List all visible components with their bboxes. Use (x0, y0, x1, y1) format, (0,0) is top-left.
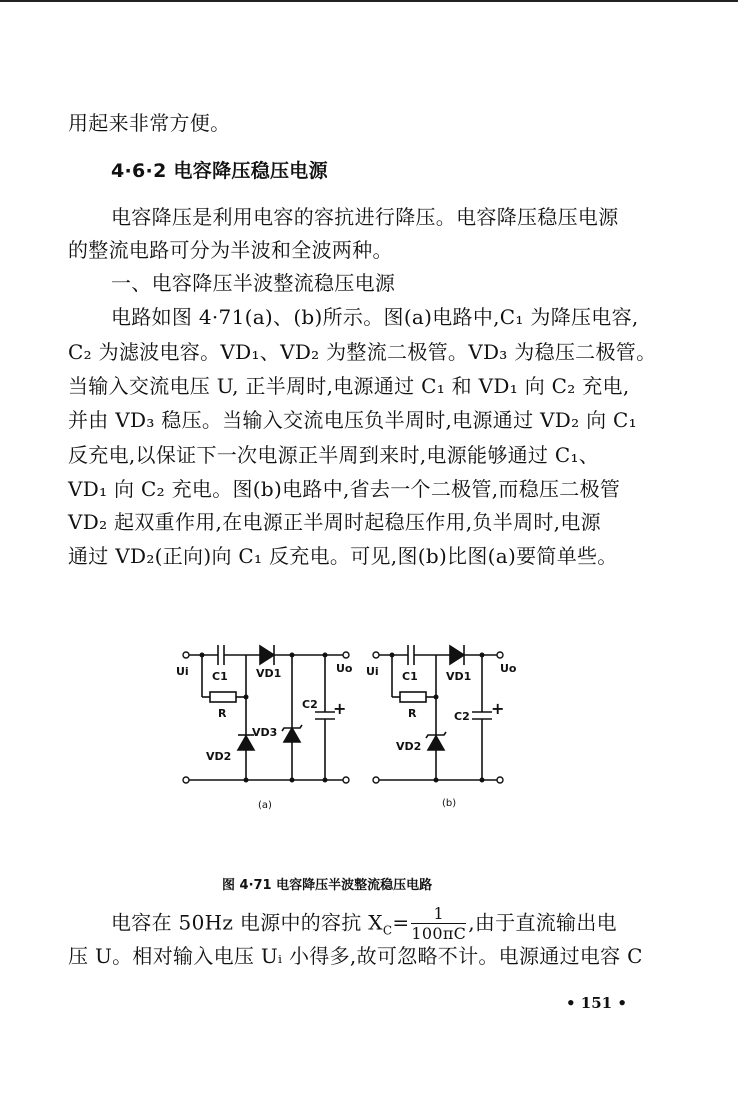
label-c2-a: C2 (302, 698, 318, 711)
text-line: 压 U。相对输入电压 Uᵢ 小得多,故可忽略不计。电源通过电容 C (68, 944, 643, 968)
figure-caption: 图 4·71 电容降压半波整流稳压电路 (222, 878, 433, 893)
page-number: • 151 • (566, 994, 627, 1012)
text-line: 电容降压是利用电容的容抗进行降压。电容降压稳压电源 (111, 205, 619, 229)
label-vd1-a: VD1 (256, 667, 282, 680)
formula-eq: = (392, 910, 410, 935)
label-plus-a: + (333, 699, 347, 718)
text-line: 用起来非常方便。 (68, 111, 231, 135)
text-line: VD₂ 起双重作用,在电源正半周时起稳压作用,负半周时,电源 (68, 510, 601, 534)
label-vd2-a: VD2 (206, 750, 232, 763)
label-c2-b: C2 (454, 710, 470, 723)
label-vd3-a: VD3 (252, 726, 278, 739)
text-line: 的整流电路可分为半波和全波两种。 (68, 238, 393, 262)
text-line: 当输入交流电压 U, 正半周时,电源通过 C₁ 和 VD₁ 向 C₂ 充电, (68, 374, 630, 398)
sublabel-b: (b) (442, 798, 457, 809)
text-line: 通过 VD₂(正向)向 C₁ 反充电。可见,图(b)比图(a)要简单些。 (68, 544, 618, 568)
label-vd1-b: VD1 (446, 670, 472, 683)
formula-denominator: 100πC (411, 924, 467, 943)
label-ui-b: Ui (366, 665, 379, 678)
subsection-heading: 一、电容降压半波整流稳压电源 (111, 271, 396, 295)
formula-suffix: ,由于直流输出电 (468, 910, 617, 935)
label-c1-a: C1 (212, 670, 228, 683)
label-r-a: R (218, 707, 227, 720)
label-r-b: R (408, 707, 417, 720)
formula-fraction (411, 905, 466, 943)
section-heading: 4·6·2 电容降压稳压电源 (111, 160, 328, 182)
text-line: 并由 VD₃ 稳压。当输入交流电压负半周时,电源通过 VD₂ 向 C₁ (68, 408, 637, 432)
text-line-formula (111, 905, 617, 943)
formula-numerator: 1 (433, 904, 445, 923)
text-line: 电路如图 4·71(a)、(b)所示。图(a)电路中,C₁ 为降压电容, (111, 305, 639, 329)
label-c1-b: C1 (402, 670, 418, 683)
circuit-figure (170, 632, 590, 822)
label-plus-b: + (491, 699, 505, 718)
label-ui-a: Ui (176, 665, 189, 678)
sublabel-a: (a) (258, 800, 272, 811)
label-vd2-b: VD2 (396, 740, 422, 753)
text-line: VD₁ 向 C₂ 充电。图(b)电路中,省去一个二极管,而稳压二极管 (68, 477, 621, 501)
formula-sub: C (382, 923, 393, 938)
top-rule (0, 0, 738, 2)
text-line: C₂ 为滤波电容。VD₁、VD₂ 为整流二极管。VD₃ 为稳压二极管。 (68, 340, 657, 364)
label-uo-a: Uo (336, 662, 353, 675)
text-line: 反充电,以保证下一次电源正半周到来时,电源能够通过 C₁、 (68, 443, 600, 467)
label-uo-b: Uo (500, 662, 517, 675)
formula-prefix: 电容在 50Hz 电源中的容抗 X (111, 910, 383, 935)
